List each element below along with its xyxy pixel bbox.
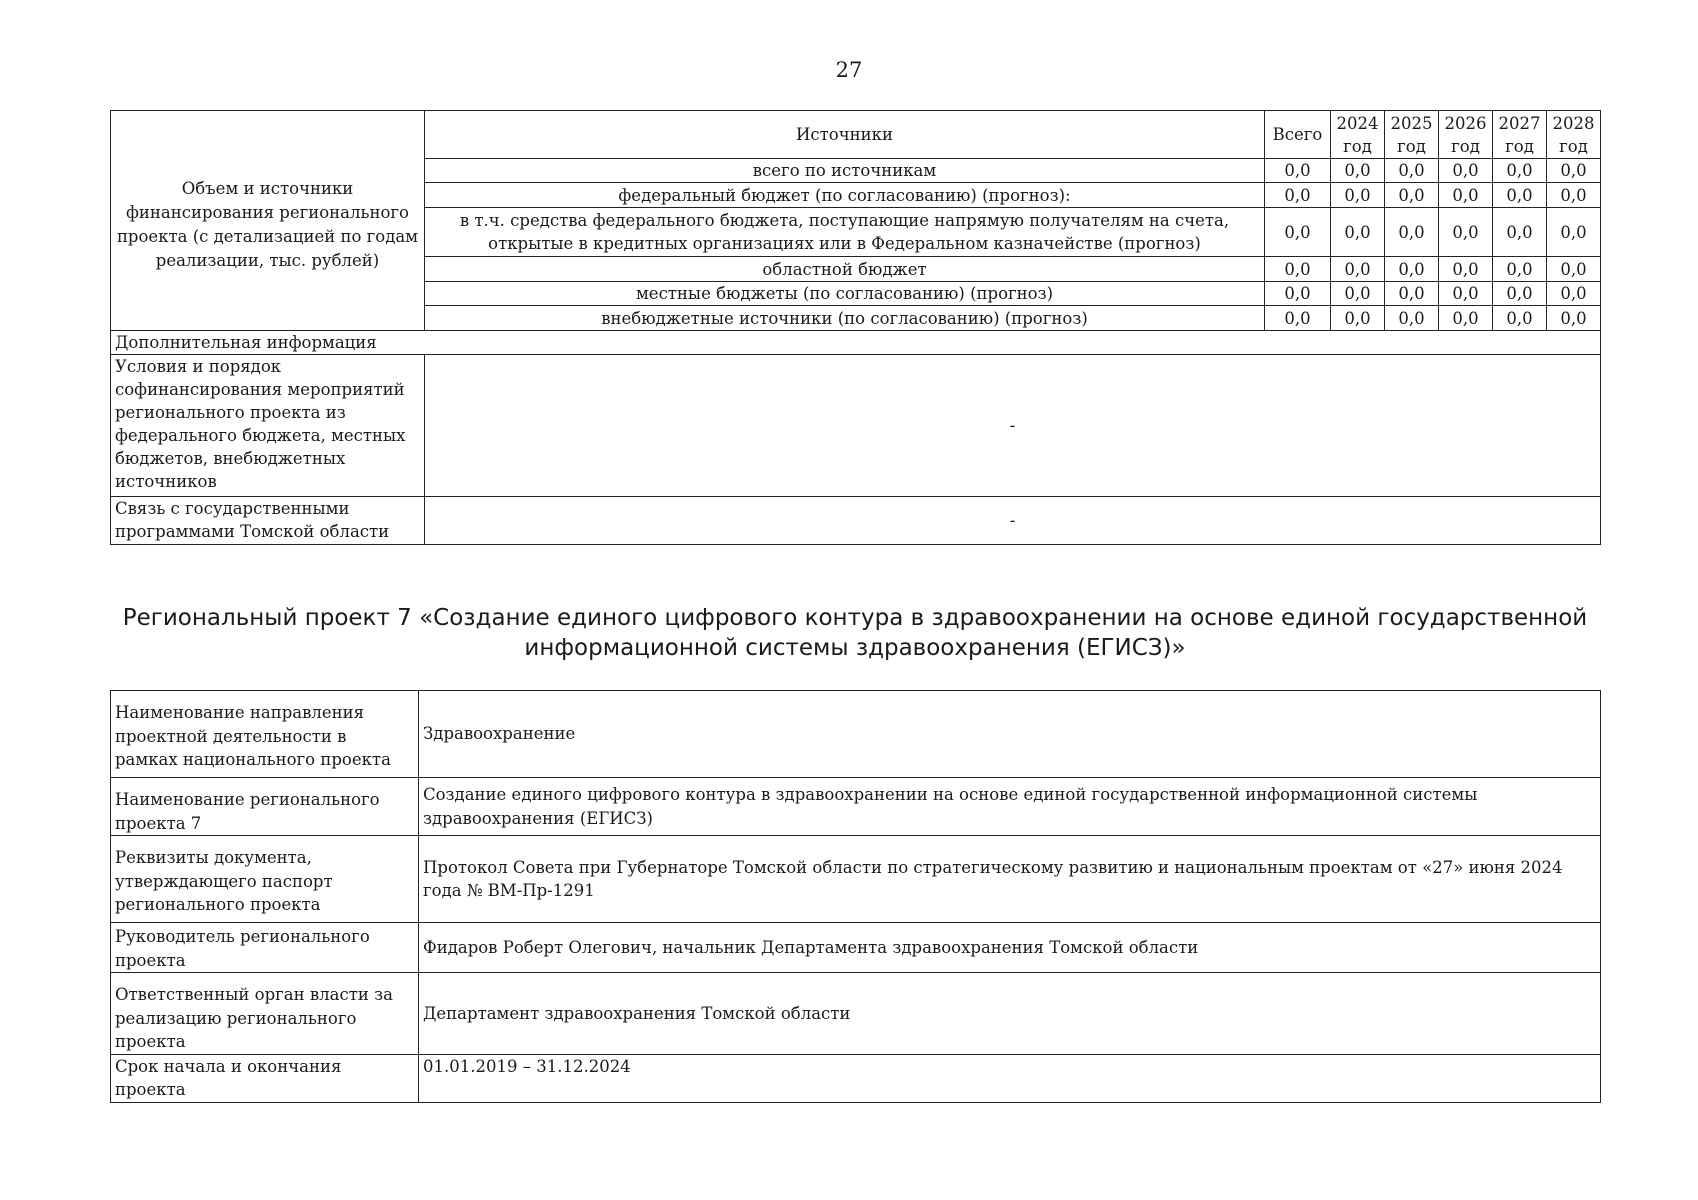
value-cell: 0,0: [1439, 159, 1493, 183]
passport-row: [111, 778, 1601, 836]
value-cell: 0,0: [1385, 159, 1439, 183]
value-cell: 0,0: [1385, 282, 1439, 306]
passport-value: Фидаров Роберт Олегович, начальник Департамента здравоохранения Томской области: [419, 923, 1601, 973]
passport-label: Срок начала и окончания проекта: [111, 1054, 419, 1102]
value-cell: 0,0: [1547, 257, 1601, 282]
state-programs-value: -: [425, 497, 1601, 545]
value-cell: 0,0: [1385, 257, 1439, 282]
value-cell: 0,0: [1265, 208, 1331, 257]
value-cell: 0,0: [1331, 208, 1385, 257]
value-cell: 0,0: [1265, 306, 1331, 331]
funding-label: Объем и источники финансирования регионального проекта (с детализацией по годам реализации, тыс. рублей): [111, 111, 425, 331]
passport-value: Здравоохранение: [419, 691, 1601, 778]
cofinancing-value: -: [425, 355, 1601, 497]
value-cell: 0,0: [1265, 183, 1331, 208]
passport-label: Реквизиты документа, утверждающего паспорт регионального проекта: [111, 836, 419, 923]
value-cell: 0,0: [1265, 159, 1331, 183]
project-title: Региональный проект 7 «Создание единого цифрового контура в здравоохранении на основе единой государственной информационной системы здравоохранения (ЕГИСЗ)»: [122, 605, 1588, 661]
source-name: всего по источникам: [425, 159, 1265, 183]
passport-value: Департамент здравоохранения Томской области: [419, 973, 1601, 1055]
passport-label: Наименование направления проектной деятельности в рамках национального проекта: [111, 691, 419, 778]
value-cell: 0,0: [1547, 159, 1601, 183]
passport-row: [111, 691, 1601, 778]
value-cell: 0,0: [1547, 282, 1601, 306]
source-name: федеральный бюджет (по согласованию) (прогноз):: [425, 183, 1265, 208]
value-cell: 0,0: [1547, 306, 1601, 331]
year-header: 2025 год: [1385, 111, 1439, 159]
year-header: 2026 год: [1439, 111, 1493, 159]
total-header: Всего: [1265, 111, 1331, 159]
value-cell: 0,0: [1493, 208, 1547, 257]
funding-table: [110, 110, 1601, 545]
value-cell: 0,0: [1493, 282, 1547, 306]
value-cell: 0,0: [1331, 183, 1385, 208]
value-cell: 0,0: [1439, 282, 1493, 306]
value-cell: 0,0: [1385, 306, 1439, 331]
passport-label: Наименование регионального проекта 7: [111, 778, 419, 836]
state-programs-label: Связь с государственными программами Томской области: [111, 497, 425, 545]
year-header: 2028 год: [1547, 111, 1601, 159]
value-cell: 0,0: [1331, 159, 1385, 183]
value-cell: 0,0: [1385, 208, 1439, 257]
passport-value: Протокол Совета при Губернаторе Томской области по стратегическому развитию и национальным проектам от «27» июня 2024 года № ВМ-Пр-1291: [419, 836, 1601, 923]
value-cell: 0,0: [1439, 208, 1493, 257]
page-number: 27: [835, 58, 863, 82]
value-cell: 0,0: [1439, 257, 1493, 282]
value-cell: 0,0: [1331, 306, 1385, 331]
year-header: 2027 год: [1493, 111, 1547, 159]
source-name: внебюджетные источники (по согласованию) (прогноз): [425, 306, 1265, 331]
source-name: областной бюджет: [425, 257, 1265, 282]
passport-row: [111, 1054, 1601, 1102]
value-cell: 0,0: [1265, 282, 1331, 306]
value-cell: 0,0: [1385, 183, 1439, 208]
value-cell: 0,0: [1265, 257, 1331, 282]
project-passport-table: [110, 690, 1601, 1103]
value-cell: 0,0: [1547, 208, 1601, 257]
value-cell: 0,0: [1331, 257, 1385, 282]
cofinancing-label: Условия и порядок софинансирования мероприятий регионального проекта из федерального бюджета, местных бюджетов, внебюджетных источников: [111, 355, 425, 497]
passport-row: [111, 923, 1601, 973]
passport-row: [111, 836, 1601, 923]
sources-header: Источники: [425, 111, 1265, 159]
passport-value: 01.01.2019 – 31.12.2024: [419, 1054, 1601, 1102]
passport-label: Ответственный орган власти за реализацию регионального проекта: [111, 973, 419, 1055]
source-name: в т.ч. средства федерального бюджета, поступающие напрямую получателям на счета, открытые в кредитных организациях или в Федеральном казначействе (прогноз): [425, 208, 1265, 257]
value-cell: 0,0: [1547, 183, 1601, 208]
value-cell: 0,0: [1331, 282, 1385, 306]
additional-info-heading: Дополнительная информация: [111, 331, 1601, 355]
passport-value: Создание единого цифрового контура в здравоохранении на основе единой государственной информационной системы здравоохранения (ЕГИСЗ): [419, 778, 1601, 836]
value-cell: 0,0: [1493, 183, 1547, 208]
value-cell: 0,0: [1439, 183, 1493, 208]
passport-row: [111, 973, 1601, 1055]
value-cell: 0,0: [1493, 159, 1547, 183]
source-name: местные бюджеты (по согласованию) (прогноз): [425, 282, 1265, 306]
value-cell: 0,0: [1439, 306, 1493, 331]
passport-label: Руководитель регионального проекта: [111, 923, 419, 973]
year-header: 2024 год: [1331, 111, 1385, 159]
value-cell: 0,0: [1493, 257, 1547, 282]
value-cell: 0,0: [1493, 306, 1547, 331]
